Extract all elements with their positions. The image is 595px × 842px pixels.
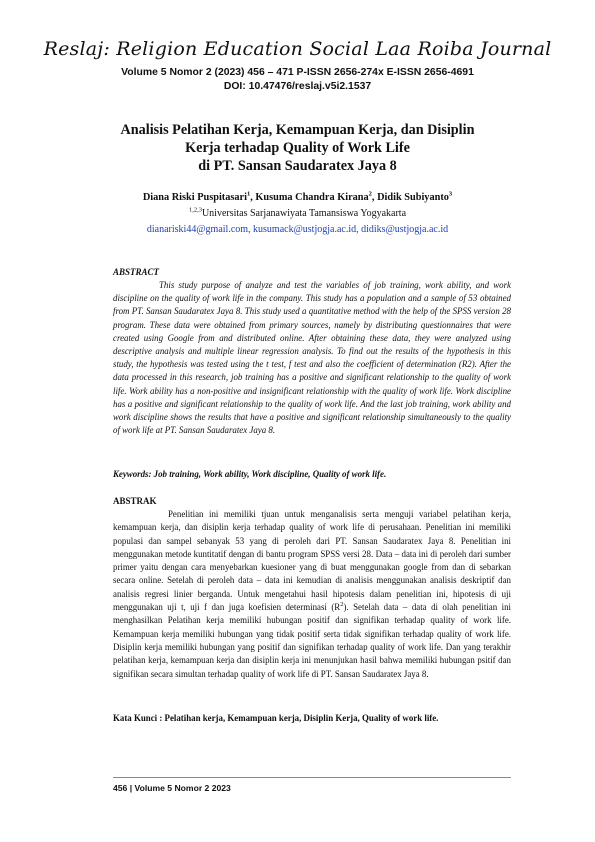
abstract-body: This study purpose of analyze and test the variables of job training, work ability, and work discipline on the quality of work life in the company. This study has a population and a sample of 53 obtained from PT. Sansan Saudaratex Jaya 8. This study used a quantitative method with the help of the SPSS version 28 program. These data were obtained from primary sources, namely by distributing questionnaires that were created using Google from and distributed online. After obtaining these data, they were analyzed using descriptive analysis and multiple linear regression analysis. To find out the results of the hypothesis in this study, the hypothesis was tested using the t test, f test and also the coefficient of determination (R2). After the data processed in this research, job training has a positive and significant relationship to the quality of work life. Work ability has a non-positive and insignificant relationship with the quality of work life. Work discipline has a positive and significant relationship to the quality of work life. And the last job training, work ability and work discipline shows the results that have a positive and significant relationship simultaneously to the quality of work life at PT. Sansan Saudaratex Jaya 8. [113, 280, 511, 436]
affiliation-mark: 1,2,3 [188, 206, 202, 214]
author-name: Kusuma Chandra Kirana [255, 192, 369, 203]
doi[interactable]: DOI: 10.47476/reslaj.v5i2.1537 [223, 81, 372, 92]
author-separator: , [250, 192, 256, 203]
abstrak-text-part-1: Penelitian ini memiliki tjuan untuk menganalisis serta menguji variabel pelatihan kerja, kemampuan kerja, dan disiplin kerja terhadap quality of work life di perusahaan. Penelitian ini memiliki populasi dan sampel sebanyak 53 yang di peroleh dari PT. Sansan Saudaratex Jaya 8. Penelitian ini menggunakan metode kuntitatif dengan di bantu program SPSS versi 28. Data – data ini di peroleh dari sumber primer yaitu dengan cara menyebarkan kuesioner yang di buat menggunakan google from dan di sebarkan secara online. Setelah di peroleh data – data ini kemudian di analisis menggunakan analisis deskriptif dan analisis regresi linier berganda. Untuk mengetahui hasil hipotesis dalam penelitian ini, hipotesis di uji menggunakan uji t, uji f dan juga koefisien determinasi (R [113, 509, 511, 613]
author-separator: , [371, 192, 378, 203]
footer-divider [113, 777, 511, 778]
author-name: Diana Riski Puspitasari [142, 192, 247, 203]
journal-title: Reslaj: Religion Education Social Laa Roiba Journal [43, 38, 552, 60]
page-footer: 456 | Volume 5 Nomor 2 2023 [113, 783, 231, 793]
paper-title-line-2: Kerja terhadap Quality of Work Life [185, 140, 410, 156]
author-emails[interactable]: dianariski44@gmail.com, kusumack@ustjogja.ac.id, didiks@ustjogja.ac.id [146, 224, 449, 235]
keywords-indonesian: Kata Kunci : Pelatihan kerja, Kemampuan kerja, Disiplin Kerja, Quality of work life. [113, 713, 439, 723]
paper-title [100, 121, 495, 175]
author-affiliation-mark: 3 [448, 190, 453, 198]
keywords-english: Keywords: Job training, Work ability, Work discipline, Quality of work life. [113, 469, 387, 479]
author-list [0, 192, 595, 203]
paper-title-line-3: di PT. Sansan Saudaratex Jaya 8 [198, 158, 397, 174]
abstract-heading: ABSTRACT [113, 267, 160, 277]
affiliation-text: Universitas Sarjanawiyata Tamansiswa Yogyakarta [201, 208, 407, 219]
abstrak-body [113, 508, 511, 681]
author-name: Didik Subiyanto [377, 192, 449, 203]
superscript: 2 [340, 601, 344, 609]
author-affiliation-mark: 1 [246, 190, 251, 198]
abstrak-heading: ABSTRAK [113, 496, 157, 506]
abstrak-text-part-2: ). Setelah data – data di olah penelitian ini menghasilkan Pelatihan kerja memiliki hubungan positif dan signifikan terhadap quality of work life. Kemampuan kerja memiliki hubungan yang tidak positif serta tidak signifikan terhadap quality of work life. Disiplin kerja memiliki hubungan yang positif dan signifikan terhadap quality of work life. Dan yang terakhir pelatihan kerja, kemampuan kerja dan disiplin kerja ini menunjukan hasil bahwa memiliki hubungan psitif dan signifikan secara simultan terhadap quality of work life di PT. Sansan Saudaratex Jaya 8. [113, 602, 511, 679]
issue-info: Volume 5 Nomor 2 (2023) 456 – 471 P-ISSN 2656-274x E-ISSN 2656-4691 [121, 67, 474, 78]
paper-title-line-1: Analisis Pelatihan Kerja, Kemampuan Kerja, dan Disiplin [120, 122, 475, 138]
author-affiliation-mark: 2 [368, 190, 372, 198]
affiliation [0, 208, 595, 219]
